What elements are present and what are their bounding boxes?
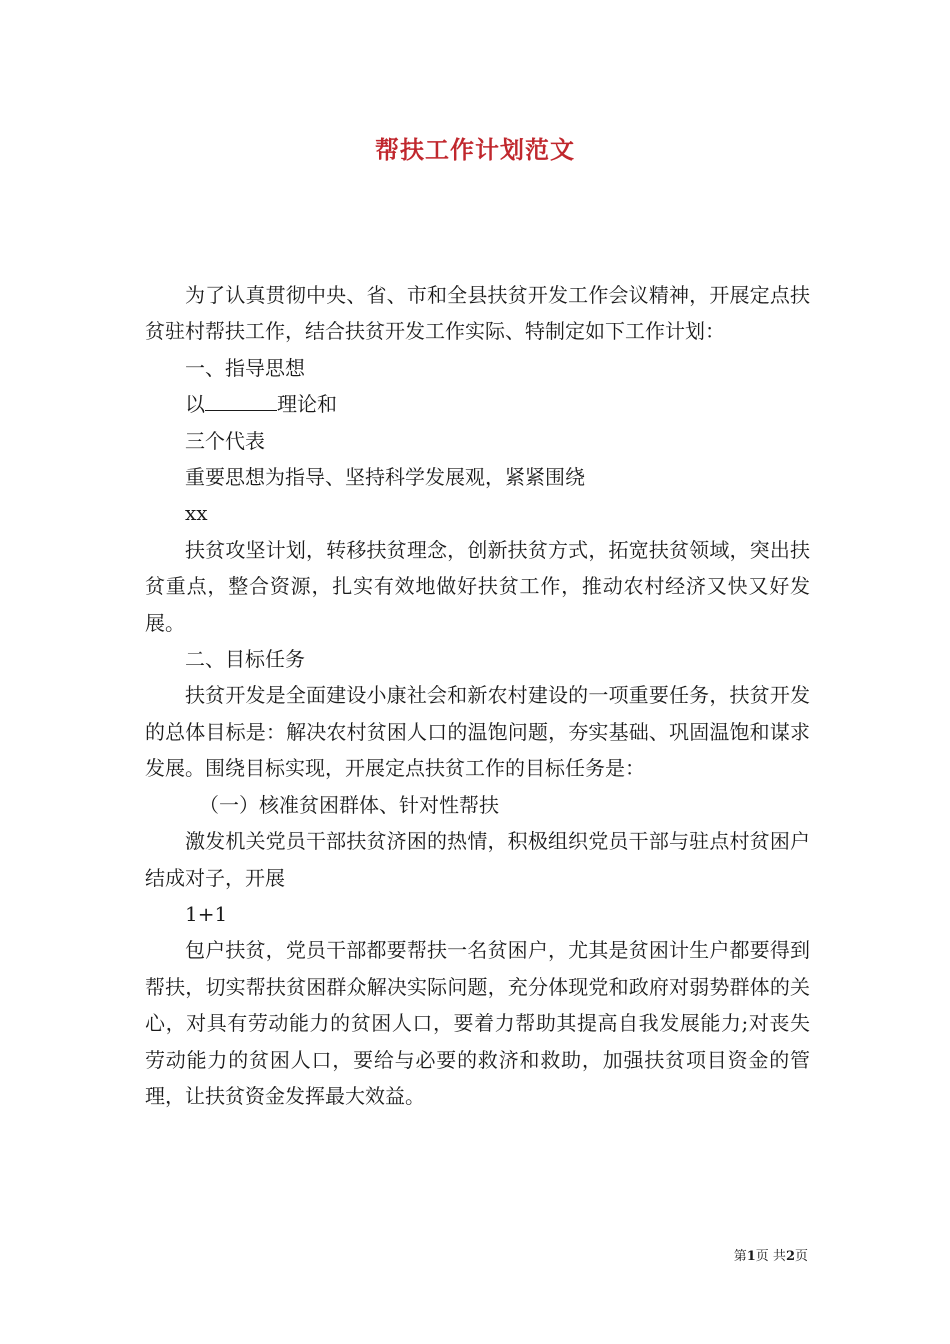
objectives-paragraph: 扶贫开发是全面建设小康社会和新农村建设的一项重要任务，扶贫开发的总体目标是：解决农村贫困人口的温饱问题，夯实基础、巩固温饱和谋求发展。围绕目标实现，开展定点扶贫工作的目标任务是： — [145, 683, 810, 781]
subsection-heading-targeted-support: （一）核准贫困群体、针对性帮扶 — [199, 792, 499, 817]
footer-total-pages: 2 — [785, 1249, 795, 1264]
intro-paragraph: 为了认真贯彻中央、省、市和全县扶贫开发工作会议精神，开展定点扶贫驻村帮扶工作，结合扶贫开发工作实际、特制定如下工作计划： — [145, 283, 810, 344]
theory-suffix: 理论和 — [277, 392, 337, 417]
placeholder-xx-line: xx — [185, 501, 208, 526]
theory-line — [145, 386, 810, 422]
pairing-paragraph: 激发机关党员干部扶贫济困的热情，积极组织党员干部与驻点村贫困户结成对子，开展 — [145, 829, 810, 890]
section-heading-objectives: 二、目标任务 — [185, 647, 305, 672]
page-footer — [734, 1248, 808, 1266]
theory-prefix: 以 — [185, 392, 205, 417]
three-represents-line: 三个代表 — [185, 428, 265, 453]
document-title: 帮扶工作计划范文 — [375, 135, 575, 164]
guidance-line: 重要思想为指导、坚持科学发展观，紧紧围绕 — [185, 465, 585, 490]
household-support-paragraph: 包户扶贫，党员干部都要帮扶一名贫困户，尤其是贫困计生户都要得到帮扶，切实帮扶贫困群众解决实际问题，充分体现党和政府对弱势群体的关心，对具有劳动能力的贫困人口，要着力帮助其提高自我发展能力;对丧失劳动能力的贫困人口，要给与必要的救济和救助，加强扶贫项目资金的管理，让扶贫资金发挥最大效益。 — [145, 938, 810, 1108]
one-plus-one-line: 1+1 — [185, 901, 228, 926]
poverty-plan-paragraph: 扶贫攻坚计划，转移扶贫理念，创新扶贫方式，拓宽扶贫领域，突出扶贫重点，整合资源，扎实有效地做好扶贫工作，推动农村经济又快又好发展。 — [145, 537, 810, 635]
footer-middle: 页 共 — [755, 1249, 786, 1264]
section-heading-guiding-ideology: 一、指导思想 — [185, 355, 305, 380]
footer-current-page: 1 — [746, 1249, 756, 1264]
document-body — [145, 277, 810, 1114]
blank-underline — [205, 392, 277, 411]
footer-suffix: 页 — [794, 1249, 808, 1264]
footer-prefix: 第 — [733, 1249, 747, 1264]
